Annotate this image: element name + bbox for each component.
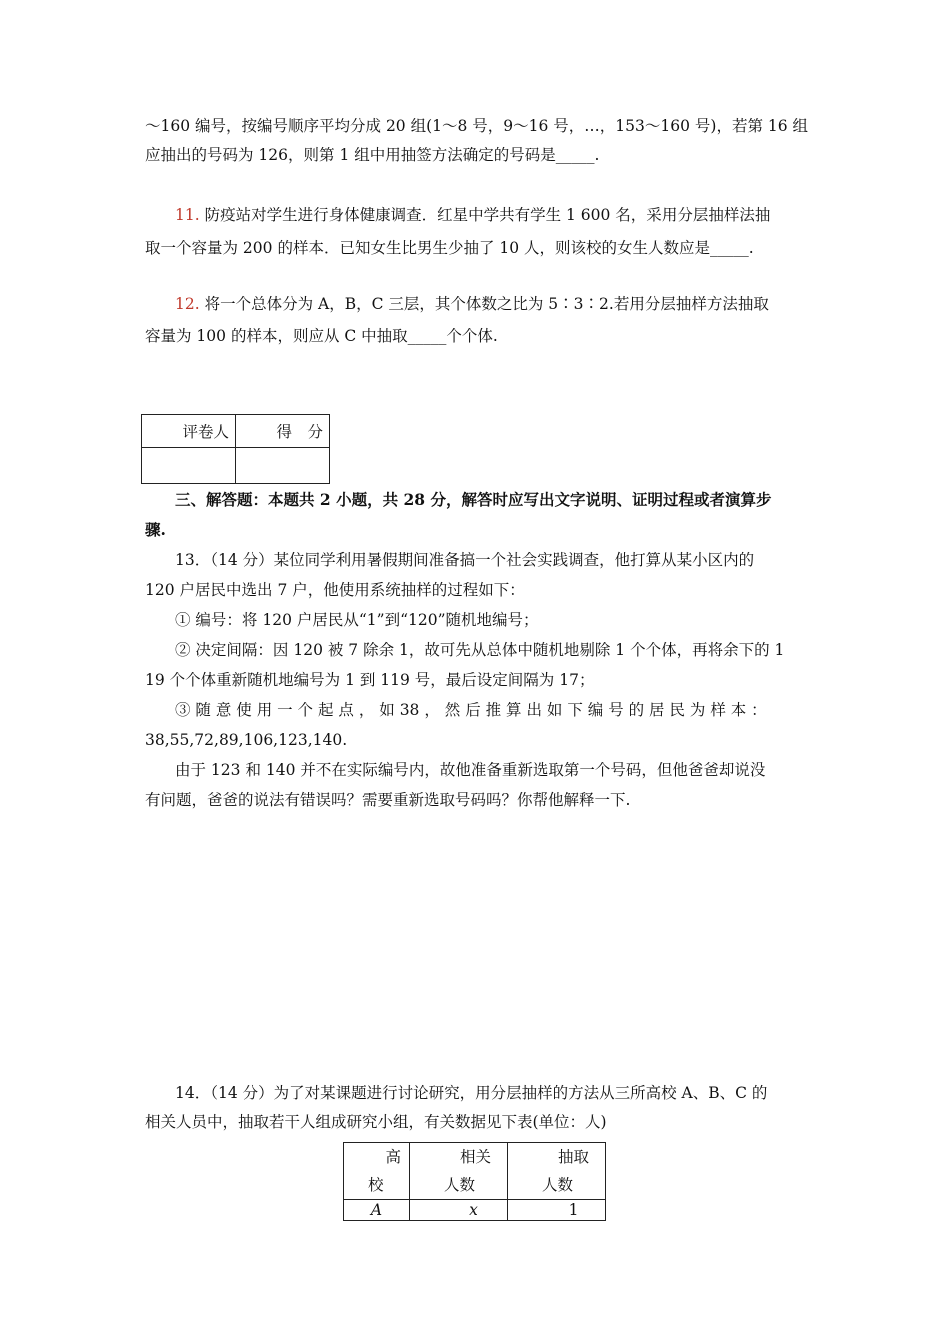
q13-line6: ③ 随 意 使 用 一 个 起 点 ， 如 38 ， 然 后 推 算 出 如 下 编 号 的 居 民 为 样 本 ：	[175, 701, 767, 719]
q13-line3: ① 编号：将 120 户居民从“1”到“120”随机地编号；	[175, 611, 539, 629]
q11-line2: 取一个容量为 200 的样本．已知女生比男生少抽了 10 人，则该校的女生人数应是_____.	[145, 239, 754, 257]
header-sampled-bottom: 人数	[542, 1176, 574, 1194]
q12-line1	[175, 294, 769, 314]
data-table	[343, 1142, 606, 1221]
q13-line7: 38,55,72,89,106,123,140.	[145, 731, 348, 749]
q13-line5: 19 个个体重新随机地编号为 1 到 119 号，最后设定间隔为 17；	[145, 671, 595, 689]
q14-line2: 相关人员中，抽取若干人组成研究小组，有关数据见下表(单位：人)	[145, 1113, 607, 1131]
q10-line1: ～160 编号，按编号顺序平均分成 20 组(1～8 号，9～16 号，…，153～160 号)，若第 16 组	[145, 117, 809, 135]
score-box	[141, 414, 330, 484]
grader-cell	[142, 448, 236, 484]
q12-text1: 将一个总体分为 A，B，C 三层，其个体数之比为 5∶3∶2.若用分层抽样方法抽取	[199, 295, 769, 313]
header-related-bottom: 人数	[444, 1176, 476, 1194]
q11-text1: 防疫站对学生进行身体健康调查．红星中学共有学生 1 600 名，采用分层抽样法抽	[199, 206, 771, 224]
q13-line8: 由于 123 和 140 并不在实际编号内，故他准备重新选取第一个号码，但他爸爸却说没	[175, 761, 766, 779]
header-related-top: 相关	[459, 1148, 491, 1166]
header-sampled	[508, 1143, 606, 1200]
section3-line2: 骤.	[145, 520, 166, 539]
cell-school: A	[344, 1200, 410, 1221]
header-school-bottom: 校	[368, 1176, 384, 1194]
table-header-row	[344, 1143, 606, 1200]
q11-line1	[175, 205, 770, 225]
q14-line1: 14．（14 分）为了对某课题进行讨论研究，用分层抽样的方法从三所高校 A、B、C 的	[175, 1084, 768, 1102]
grader-label: 评卷人	[142, 415, 236, 448]
q12-number: 12.	[175, 295, 200, 313]
cell-sampled: 1	[508, 1200, 606, 1221]
score-cell	[236, 448, 330, 484]
q12-line2: 容量为 100 的样本，则应从 C 中抽取_____个个体.	[145, 327, 498, 345]
section3-line1: 三、解答题：本题共 2 小题，共 28 分，解答时应写出文字说明、证明过程或者演算步	[175, 490, 772, 509]
cell-related: x	[410, 1200, 508, 1221]
q13-line4: ② 决定间隔：因 120 被 7 除余 1，故可先从总体中随机地剔除 1 个个体，再将余下的 1	[175, 641, 785, 659]
q13-line2: 120 户居民中选出 7 户，他使用系统抽样的过程如下：	[145, 581, 525, 599]
header-sampled-top: 抽取	[557, 1148, 589, 1166]
score-label: 得 分	[236, 415, 330, 448]
header-school-top: 高	[385, 1148, 401, 1166]
q13-line1: 13．（14 分）某位同学利用暑假期间准备搞一个社会实践调查，他打算从某小区内的	[175, 551, 755, 569]
q11-number: 11.	[175, 206, 200, 224]
q13-line9: 有问题，爸爸的说法有错误吗？需要重新选取号码吗？你帮他解释一下.	[145, 791, 631, 809]
table-row	[344, 1200, 606, 1221]
header-school	[344, 1143, 410, 1200]
header-related	[410, 1143, 508, 1200]
q10-line2: 应抽出的号码为 126，则第 1 组中用抽签方法确定的号码是_____.	[145, 146, 600, 164]
